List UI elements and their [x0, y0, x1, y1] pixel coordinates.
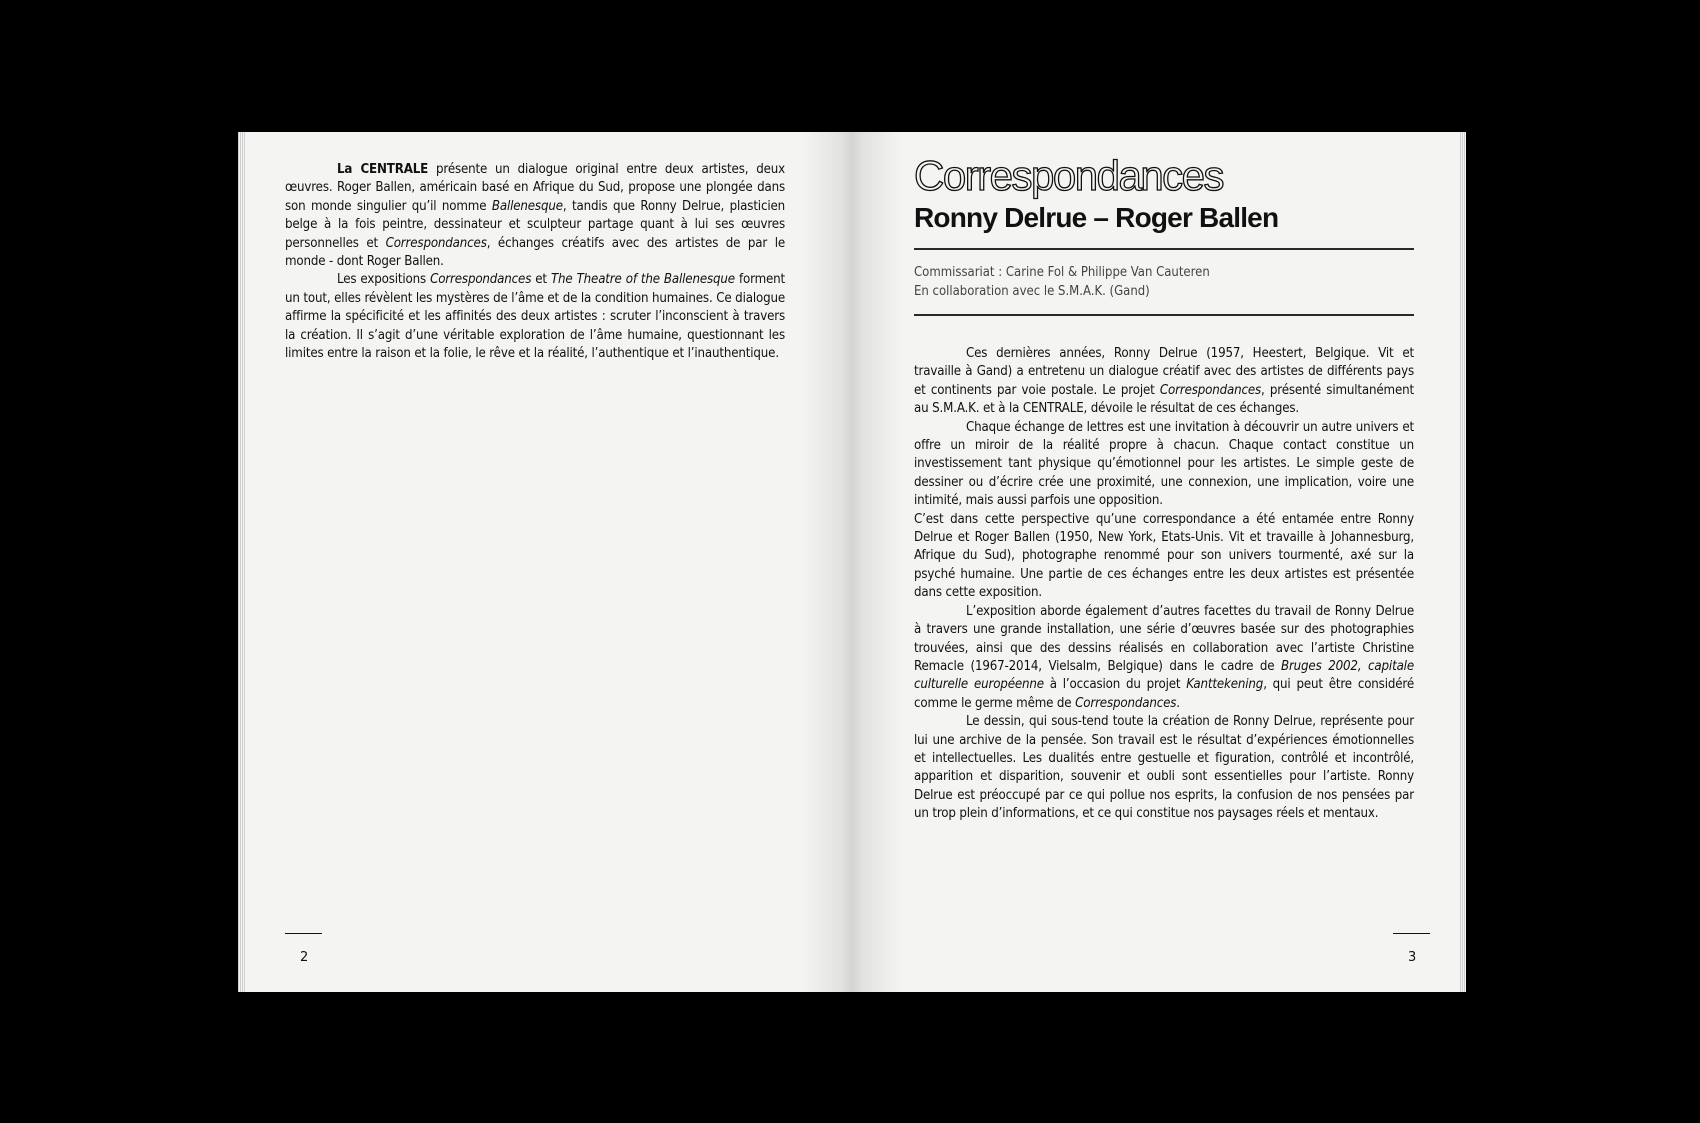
brochure-spread: [238, 132, 1466, 992]
page-title: Correspondances: [914, 152, 1224, 199]
text-run: L’exposition aborde également d’autres facettes du travail de Ronny Delrue à travers une grande installation, une série d’œuvres basée sur des photographies trouvées, ainsi que des dessins réalisés en collaboration avec l’artiste Christine Remacle (1967-2014, Vielsalm, Belgique) dans le cadre de: [914, 603, 1414, 674]
left-body-text: [285, 161, 785, 363]
text-run: Le dessin, qui sous-tend toute la création de Ronny Delrue, représente pour lui une archive de la pensée. Son travail est le résultat d’expériences émotionnelles et intellectuelles. Les dualités entre gestuelle et figuration, contrôlé et incontrôlé, apparition et disparition, souvenir et oubli sont essentielles pour l’artiste. Ronny Delrue est préoccupé par ce qui pollue nos esprits, la confusion de nos pensées par un trop plein d’informations, et ce qui constitue nos paysages réels et mentaux.: [914, 714, 1414, 822]
italic-text: The Theatre of the Ballenesque: [550, 272, 735, 288]
folio-rule-left: [285, 933, 322, 934]
paragraph: [914, 713, 1414, 823]
text-run: et: [531, 272, 551, 288]
paragraph: [914, 419, 1414, 511]
italic-text: Correspondances: [1159, 382, 1262, 398]
credits-divider: [914, 314, 1414, 316]
page-number-right: 3: [1408, 950, 1417, 965]
italic-text: Bruges 2002, capitale culturelle européenne: [914, 658, 1414, 693]
paragraph: [914, 603, 1414, 713]
folio-rule-right: [1393, 933, 1430, 934]
credit-collaboration: En collaboration avec le S.M.A.K. (Gand): [914, 283, 1150, 299]
text-run: à l’occasion du projet: [1043, 677, 1187, 693]
text-run: forment un tout, elles révèlent les mystères de l’âme et de la condition humaines. Ce dialogue affirme la spécificité et les affinités des deux artistes : scruter l’inconscient à travers la création. Il s’agit d’une véritable exploration de l’âme humaine, questionnant les limites entre la raison et la folie, le rêve et la réalité, l’authentique et l’inauthentique.: [285, 272, 785, 362]
text-run: Chaque échange de lettres est une invitation à découvrir un autre univers et offre un miroir de la réalité propre à chacun. Chaque contact constitue un investissement tant physique qu’émotionnel pour les artistes. Le simple geste de dessiner ou d’écrire crée une proximité, une connexion, une implication, voire une intimité, mais aussi parfois une opposition.: [914, 419, 1414, 509]
text-run: Ces dernières années, Ronny Delrue (1957, Heestert, Belgique. Vit et travaille à Gand) a entretenu un dialogue créatif avec des artistes de différents pays et continents par voie postale. Le projet: [914, 346, 1414, 398]
right-page: [852, 132, 1466, 992]
title-divider: [914, 248, 1414, 250]
text-run: présente un dialogue original entre deux artistes, deux œuvres. Roger Ballen, américain basé en Afrique du Sud, propose une plongée dans son monde singulier qu’il nomme: [285, 162, 785, 214]
italic-text: Correspondances: [430, 272, 532, 288]
credits-block: [914, 264, 1414, 301]
italic-text: Kanttekening: [1186, 677, 1264, 693]
right-body-text: [914, 345, 1414, 824]
page-number-left: 2: [300, 950, 309, 965]
text-run: , présenté simultanément au S.M.A.K. et à la CENTRALE, dévoile le résultat de ces échanges.: [914, 382, 1414, 417]
italic-text: Correspondances: [1075, 695, 1177, 711]
text-run: , tandis que Ronny Delrue, plasticien belge à la fois peintre, dessinateur et sculpteur partage quant à lui ses œuvres personnelles et: [285, 198, 786, 251]
text-run: , qui peut être considéré comme le germe même de: [914, 677, 1414, 711]
bold-text: La CENTRALE: [337, 162, 429, 177]
paragraph: [285, 271, 785, 363]
text-run: Les expositions: [337, 272, 431, 288]
italic-text: Ballenesque: [491, 198, 563, 214]
paragraph: [914, 511, 1414, 603]
left-page: [238, 132, 852, 992]
italic-text: Correspondances: [385, 235, 487, 251]
text-run: .: [1176, 695, 1180, 711]
text-run: , échanges créatifs avec des artistes de par le monde - dont Roger Ballen.: [285, 235, 785, 270]
paragraph: [914, 345, 1414, 419]
text-run: C’est dans cette perspective qu’une correspondance a été entamée entre Ronny Delrue et Roger Ballen (1950, New York, Etats-Unis. Vit et travaille à Johannesburg, Afrique du Sud), photographe renommé pour son univers tourmenté, axé sur la psyché humaine. Une partie de ces échanges entre les deux artistes est présentée dans cette exposition.: [914, 511, 1414, 601]
paragraph: [285, 161, 785, 271]
page-subtitle: Ronny Delrue – Roger Ballen: [914, 202, 1279, 233]
spine-shadow: [802, 132, 902, 992]
credit-curators: Commissariat : Carine Fol & Philippe Van Cauteren: [914, 265, 1210, 280]
